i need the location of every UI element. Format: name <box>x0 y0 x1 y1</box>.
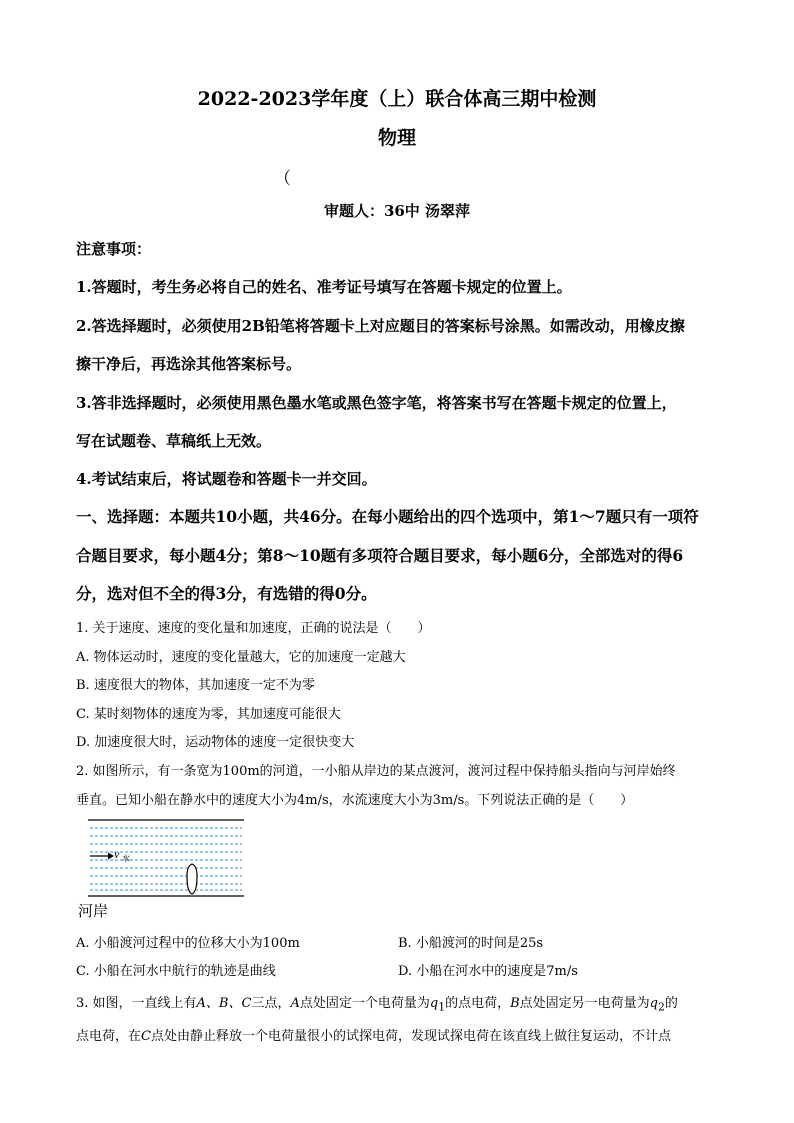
question-2-option-b: B. 小船渡河的时间是25s <box>398 936 544 951</box>
q3-point-c: C <box>141 1029 151 1044</box>
river-diagram <box>88 818 244 898</box>
velocity-subscript: 水 <box>122 854 130 863</box>
shore-label: 河岸 <box>78 902 109 920</box>
q3-charge-q2: q <box>649 996 658 1011</box>
question-1-option-a: A. 物体运动时，速度的变化量越大，它的加速度一定越大 <box>76 650 406 665</box>
water-lines <box>90 828 242 890</box>
question-2-stem-line: 垂直。已知小船在静水中的速度大小为4m/s，水流速度大小为3m/s。下列说法正确的是（ ） <box>76 793 634 808</box>
q3-charge-q1: q <box>429 996 439 1011</box>
q3-text: 点处由静止释放一个电荷量很小的试探电荷，发现试探电荷在该直线上做往复运动，不计点 <box>150 1029 671 1044</box>
question-1-option-c: C. 某时刻物体的速度为零，其加速度可能很大 <box>76 707 341 722</box>
exam-title: 2022-2023学年度（上）联合体高三期中检测 <box>197 88 597 110</box>
boat-shape <box>187 864 197 894</box>
question-1-option-d: D. 加速度很大时，运动物体的速度一定很快变大 <box>76 735 355 750</box>
q3-text: 三点， <box>251 996 291 1011</box>
notice-line: 2.答选择题时，必须使用2B铅笔将答题卡上对应题目的答案标号涂黑。如需改动，用橡皮擦 <box>76 317 685 335</box>
section-instructions-line: 一、选择题：本题共10小题，共46分。在每小题给出的四个选项中，第1～7题只有一项符 <box>76 507 699 526</box>
section-instructions-line: 分，选对但不全的得3分，有选错的得0分。 <box>76 584 377 603</box>
notice-line: 3.答非选择题时，必须使用黑色墨水笔或黑色签字笔，将答案书写在答题卡规定的位置上， <box>76 394 677 412</box>
river-figure <box>88 818 244 898</box>
question-2-option-a: A. 小船渡河过程中的位移大小为100m <box>76 936 300 951</box>
q3-text: 的 <box>664 996 678 1011</box>
question-1-option-b: B. 速度很大的物体，其加速度一定不为零 <box>76 678 315 693</box>
stray-parenthesis: （ <box>274 169 291 189</box>
q3-point-b: B <box>510 996 520 1011</box>
section-instructions-line: 合题目要求，每小题4分；第8～10题有多项符合题目要求，每小题6分，全部选对的得6 <box>76 546 684 565</box>
notice-line: 1.答题时，考生务必将自己的姓名、准考证号填写在答题卡规定的位置上。 <box>76 278 572 296</box>
question-2-option-c: C. 小船在河水中航行的轨迹是曲线 <box>76 964 276 979</box>
notice-line: 4.考试结束后，将试题卷和答题卡一并交回。 <box>76 470 377 488</box>
question-2-stem-line: 2. 如图所示，有一条宽为100m的河道，一小船从岸边的某点渡河，渡河过程中保持船头指向与河岸始终 <box>76 764 676 779</box>
q3-text: 点处固定一个电荷量为 <box>299 996 430 1011</box>
reviewer-line: 审题人：36中 汤翠萍 <box>323 202 471 220</box>
notice-line: 擦干净后，再选涂其他答案标号。 <box>76 355 302 373</box>
q3-points: A、B、C <box>196 996 252 1011</box>
flow-arrow <box>90 853 114 860</box>
q3-point-a: A <box>290 996 300 1011</box>
q3-text: 3. 如图，一直线上有 <box>76 996 197 1011</box>
question-1-stem: 1. 关于速度、速度的变化量和加速度，正确的说法是（ ） <box>76 621 431 636</box>
q3-text: 点处固定另一电荷量为 <box>519 996 650 1011</box>
subject-title: 物理 <box>377 127 416 149</box>
velocity-symbol: v <box>114 847 120 861</box>
q3-text: 的点电荷， <box>445 996 511 1011</box>
question-3-line-1 <box>76 992 678 1014</box>
question-2-option-d: D. 小船在河水中的速度是7m/s <box>398 964 578 979</box>
q3-charge-q1-sub: 1 <box>438 1000 446 1014</box>
q3-text: 点电荷，在 <box>76 1029 142 1044</box>
notice-heading: 注意事项： <box>76 240 152 258</box>
question-3-line-2 <box>76 1025 671 1044</box>
q3-charge-q2-sub: 2 <box>658 1000 665 1014</box>
notice-line: 写在试题卷、草稿纸上无效。 <box>76 432 272 450</box>
